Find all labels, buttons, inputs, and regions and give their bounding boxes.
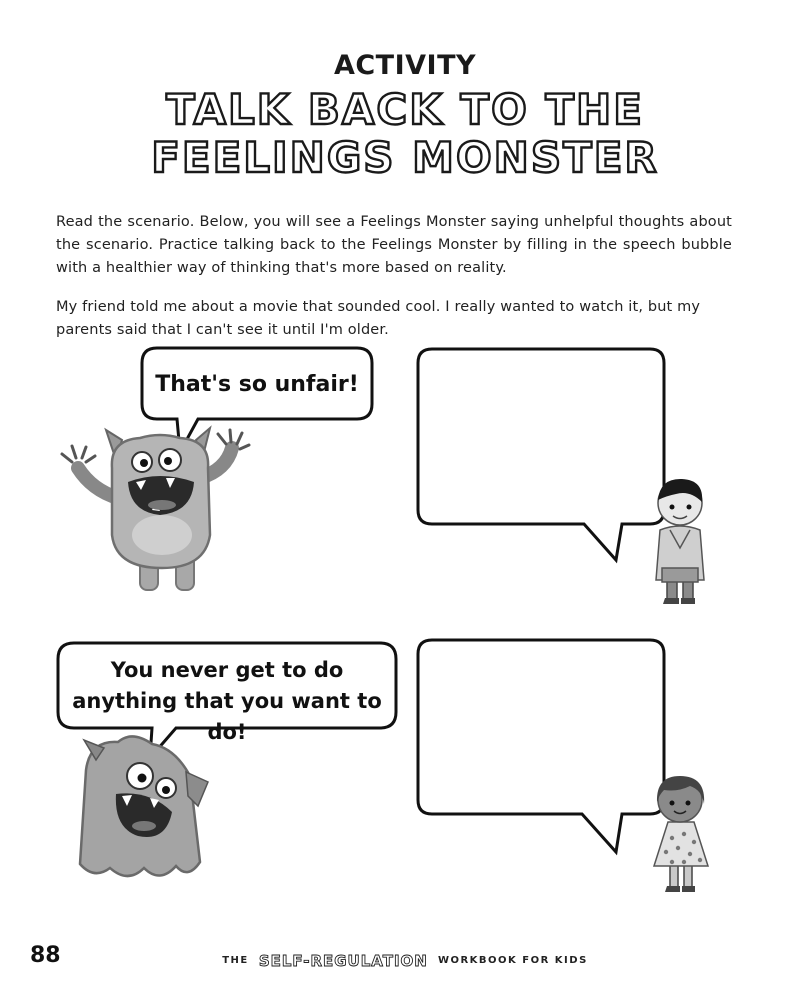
footer-suffix: WORKBOOK FOR KIDS — [437, 955, 588, 966]
child-girl — [654, 776, 708, 892]
page-title-line-2: FEELINGS MONSTER — [151, 133, 659, 182]
feelings-monster-2 — [80, 736, 208, 876]
response-speech-bubble-2 — [418, 640, 664, 852]
feelings-monster-1 — [62, 428, 249, 590]
monster-statement-2: You never get to do anything that you want to do! — [72, 658, 382, 744]
book-title-footer — [0, 950, 810, 970]
footer-prefix: THE — [222, 955, 249, 966]
scenario-paragraph: My friend told me about a movie that sounded cool. I really wanted to watch it, but my parents said that I can't see it until I'm older. — [56, 299, 701, 338]
child-boy — [656, 479, 704, 604]
footer-title: SELF-REGULATION — [258, 951, 428, 970]
monster-statement-1: That's so unfair! — [155, 372, 359, 397]
activity-label: ACTIVITY — [333, 50, 477, 81]
page-number: 88 — [30, 943, 61, 968]
response-speech-bubble-1 — [418, 349, 664, 560]
instructions-paragraph: Read the scenario. Below, you will see a Feelings Monster saying unhelpful thoughts about the scenario. Practice talking back to the Feelings Monster by filling in the speech bubble with a healthier way of thinking that's more based on reality. — [56, 214, 732, 276]
page-title-line-1: TALK BACK TO THE — [166, 85, 644, 134]
